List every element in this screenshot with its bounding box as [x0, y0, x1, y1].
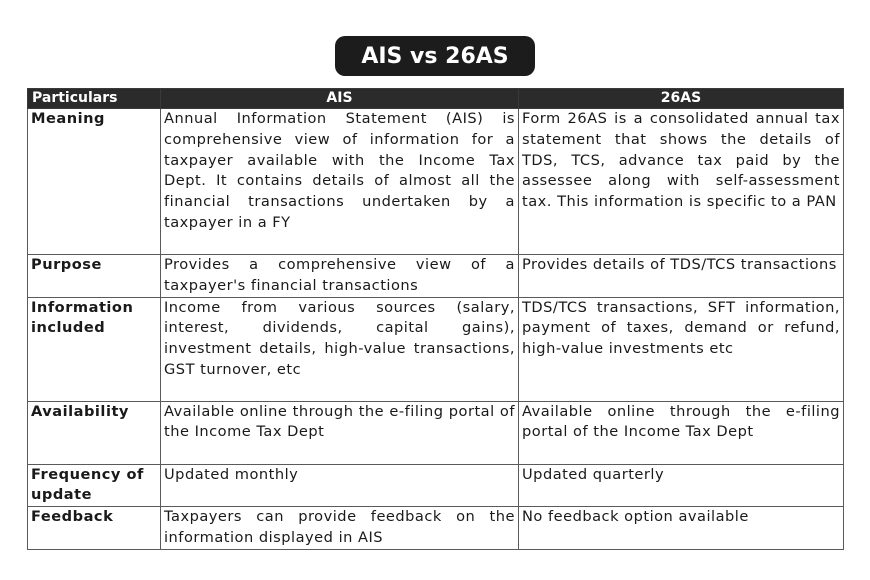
cell-26as-purpose: Provides details of TDS/TCS transactions — [519, 255, 844, 298]
row-label-frequency-of-update: Frequency of update — [28, 464, 161, 507]
cell-26as-meaning: Form 26AS is a consolidated annual tax statement that shows the details of TDS, TCS, advance tax paid by the assessee along with self-assessment tax. This information is specific to a PAN — [519, 109, 844, 255]
row-label-feedback: Feedback — [28, 507, 161, 550]
table-header-row — [28, 89, 844, 109]
cell-26as-availability: Available online through the e-filing portal of the Income Tax Dept — [519, 401, 844, 464]
cell-ais-meaning: Annual Information Statement (AIS) is comprehensive view of information for a taxpayer available with the Income Tax Dept. It contains details of almost all the financial transactions undertaken by a taxpayer in a FY — [161, 109, 519, 255]
cell-ais-availability: Available online through the e-filing portal of the Income Tax Dept — [161, 401, 519, 464]
cell-26as-information-included: TDS/TCS transactions, SFT information, payment of taxes, demand or refund, high-value investments etc — [519, 297, 844, 401]
cell-26as-frequency-of-update: Updated quarterly — [519, 464, 844, 507]
row-label-information-included: Information included — [28, 297, 161, 401]
table-row — [28, 401, 844, 464]
table-row — [28, 255, 844, 298]
cell-26as-feedback: No feedback option available — [519, 507, 844, 550]
cell-ais-information-included: Income from various sources (salary, interest, dividends, capital gains), investment details, high-value transactions, GST turnover, etc — [161, 297, 519, 401]
cell-ais-feedback: Taxpayers can provide feedback on the information displayed in AIS — [161, 507, 519, 550]
cell-ais-frequency-of-update: Updated monthly — [161, 464, 519, 507]
comparison-table — [27, 88, 844, 550]
table-row — [28, 507, 844, 550]
cell-ais-purpose: Provides a comprehensive view of a taxpayer's financial transactions — [161, 255, 519, 298]
row-label-availability: Availability — [28, 401, 161, 464]
page-title: AIS vs 26AS — [335, 36, 535, 76]
header-particulars: Particulars — [28, 89, 161, 109]
table-row — [28, 464, 844, 507]
header-ais: AIS — [161, 89, 519, 109]
row-label-purpose: Purpose — [28, 255, 161, 298]
header-26as: 26AS — [519, 89, 844, 109]
table-row — [28, 109, 844, 255]
table-row — [28, 297, 844, 401]
row-label-meaning: Meaning — [28, 109, 161, 255]
